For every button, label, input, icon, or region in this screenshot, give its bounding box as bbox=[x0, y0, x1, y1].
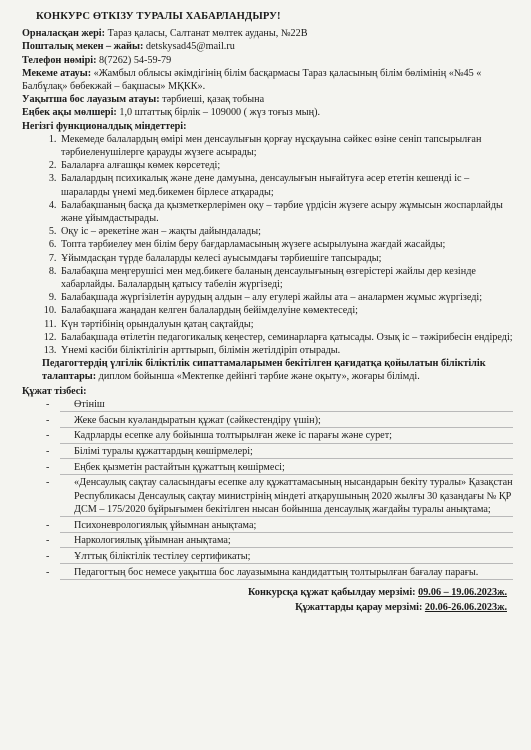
dash-bullet: - bbox=[46, 477, 50, 489]
email-label: Пошталық мекен – жайы: bbox=[22, 41, 144, 53]
qualification-row bbox=[42, 357, 513, 383]
duty-item: 11. Күн тәртібінің орындалуын қатаң сақтайды; bbox=[59, 318, 513, 331]
doc-text: Жеке басын куәландыратын құжат (сәйкестендіру үшін); bbox=[74, 414, 321, 426]
doc-text: Білімі туралы құжаттардың көшірмелері; bbox=[74, 446, 253, 457]
duty-item: 10. Балабақшаға жаңадан келген балалардың бейімделуіне көмектеседі; bbox=[59, 304, 513, 317]
vacancy-label: Уақытша бос лауазым атауы: bbox=[22, 94, 160, 106]
review-deadline-label: Құжаттарды қарау мерзімі: bbox=[295, 602, 425, 614]
doc-item bbox=[46, 414, 513, 428]
duty-item: 7. Ұйымдасқан түрде балаларды келесі ауысымдағы тәрбиешіге тапсырады; bbox=[59, 252, 513, 265]
accept-deadline bbox=[22, 586, 507, 599]
phone-row bbox=[22, 54, 513, 67]
doc-item bbox=[46, 550, 513, 564]
duty-item: 9. Балабақшада жүргізілетін аурудың алдын – алу егулері жайлы ата – аналармен жұмыс жүргізеді; bbox=[59, 291, 513, 304]
doc-text: Кадрларды есепке алу бойынша толтырылған жеке іс парағы және сурет; bbox=[74, 430, 392, 442]
duties-heading: Негізгі функционалдық міндеттері: bbox=[22, 120, 187, 132]
document-title: КОНКУРС ӨТКІЗУ ТУРАЛЫ ХАБАРЛАНДЫРУ! bbox=[36, 11, 281, 22]
doc-item bbox=[46, 461, 513, 475]
location-label: Орналасқан жері: bbox=[22, 28, 106, 40]
review-deadline-value: 20.06-26.06.2023ж. bbox=[424, 602, 507, 614]
qualification-value: диплом бойынша «Мектепке дейінгі тәрбие және оқыту», жоғары білімді. bbox=[96, 371, 420, 383]
duty-item: 5. Оқу іс – әрекетіне жан – жақты дайындалады; bbox=[59, 225, 513, 238]
duty-item: 2. Балаларға алғашқы көмек көрсетеді; bbox=[59, 159, 513, 172]
vacancy-row bbox=[22, 93, 513, 106]
phone-value: 8(7262) 54-59-79 bbox=[96, 54, 172, 66]
accept-deadline-label: Конкурсқа құжат қабылдау мерзімі: bbox=[248, 586, 419, 598]
salary-value: 1,0 штаттық бірлік – 109000 ( жүз тоғыз мың). bbox=[116, 107, 321, 119]
phone-label: Телефон нөмірі: bbox=[22, 54, 97, 66]
dash-bullet: - bbox=[46, 398, 50, 410]
doc-item bbox=[46, 429, 513, 443]
duty-item: 1. Мекемеде балалардың өмірі мен денсаулығын қорғау нұсқауына сәйкес өзіне сеніп тапсырылған тәрбиеленушілерге қарауды жүзеге асырады; bbox=[59, 133, 513, 159]
institution-value: «Жамбыл облысы әкімдігінің білім басқармасы Тараз қаласының білім бөлімінің «№45 « Балбұлақ» бөбекжай – бақшасы» МҚКК». bbox=[22, 67, 482, 93]
doc-item bbox=[46, 398, 513, 412]
dash-bullet: - bbox=[46, 414, 50, 426]
duty-item: 8. Балабақша меңгерушісі мен мед.бикеге баланың денсаулығының өзгерістері жайлы дер кезінде хабарлайды. Балалардың қатысу табелін жүргізеді; bbox=[59, 265, 513, 291]
duty-item: 6. Топта тәрбиелеу мен білім беру бағдарламасының жүзеге асырылуына жағдай жасайды; bbox=[59, 238, 513, 251]
location-row bbox=[22, 27, 513, 40]
doc-text: Еңбек қызметін растайтын құжаттың көшірмесі; bbox=[74, 461, 285, 473]
duty-item: 4. Балабақшаның басқа да қызметкерлерімен оқу – тәрбие үрдісін жүзеге асыру жұмысын жоспарлайды және ұйымдастырады. bbox=[59, 199, 513, 225]
salary-label: Еңбек ақы мөлшері: bbox=[22, 107, 117, 119]
location-value: Тараз қаласы, Салтанат мөлтек ауданы, №22В bbox=[105, 28, 308, 40]
docs-heading: Құжат тізбесі: bbox=[22, 385, 87, 397]
doc-text: Ұлттық біліктілік тестілеу сертификаты; bbox=[74, 550, 251, 562]
review-deadline bbox=[22, 601, 507, 614]
institution-label: Мекеме атауы: bbox=[22, 67, 92, 79]
email-value: detskysad45@mail.ru bbox=[143, 41, 235, 53]
dash-bullet: - bbox=[46, 430, 50, 442]
doc-text: «Денсаулық сақтау саласындағы есепке алу құжаттамасының нысандарын бекіту туралы» Қазақстан Республикасы Денсаулық сақтау министрінің міндеті атқарушының 2020 жылғы 30 қазандағы № ҚР ДСМ – 175/2020 бұйрығымен бекітілген нысан бойынша денсаулық жағдайы туралы анықтама; bbox=[74, 477, 513, 515]
qualification-label: Педагогтердің үлгілік біліктілік сипаттамаларымен бекітілген қағидатқа қойылатын біліктілік талаптары: bbox=[42, 358, 486, 383]
email-row bbox=[22, 40, 513, 53]
accept-deadline-value: 09.06 – 19.06.2023ж. bbox=[418, 586, 507, 598]
doc-item bbox=[46, 445, 513, 459]
dash-bullet: - bbox=[46, 550, 50, 562]
doc-item bbox=[46, 534, 513, 548]
doc-text: Педагогтың бос немесе уақытша бос лауазымына кандидаттың толтырылған бағалау парағы. bbox=[74, 566, 479, 578]
doc-text: Наркологиялық ұйымнан анықтама; bbox=[74, 535, 231, 547]
dash-bullet: - bbox=[46, 519, 50, 531]
dash-bullet: - bbox=[46, 446, 50, 457]
duty-item: 13. Үнемі кәсіби біліктілігін арттырып, білімін жетілдіріп отырады. bbox=[59, 344, 513, 357]
duty-item: 12. Балабақшада өтілетін педагогикалық кеңестер, семинарларға қатысады. Озық іс – тәжірибесін ендіреді; bbox=[59, 331, 513, 344]
dash-bullet: - bbox=[46, 566, 50, 578]
dash-bullet: - bbox=[46, 535, 50, 547]
doc-text: Психоневрологиялық ұйымнан анықтама; bbox=[74, 519, 257, 531]
doc-item bbox=[46, 519, 513, 533]
doc-item bbox=[46, 476, 513, 517]
docs-list bbox=[22, 398, 513, 580]
vacancy-value: тәрбиеші, қазақ тобына bbox=[159, 94, 265, 106]
salary-row bbox=[22, 106, 513, 119]
institution-row bbox=[22, 67, 513, 93]
dash-bullet: - bbox=[46, 461, 50, 473]
duty-item: 3. Балалардың психикалық және дене дамуына, денсаулығын нығайтуға әсер ететін кешенді іс – шараларды үнемі мед.бикемен бірлесе атқарады; bbox=[59, 172, 513, 198]
doc-text: Өтініш bbox=[74, 398, 105, 410]
doc-item bbox=[46, 566, 513, 580]
duties-list bbox=[22, 133, 513, 357]
